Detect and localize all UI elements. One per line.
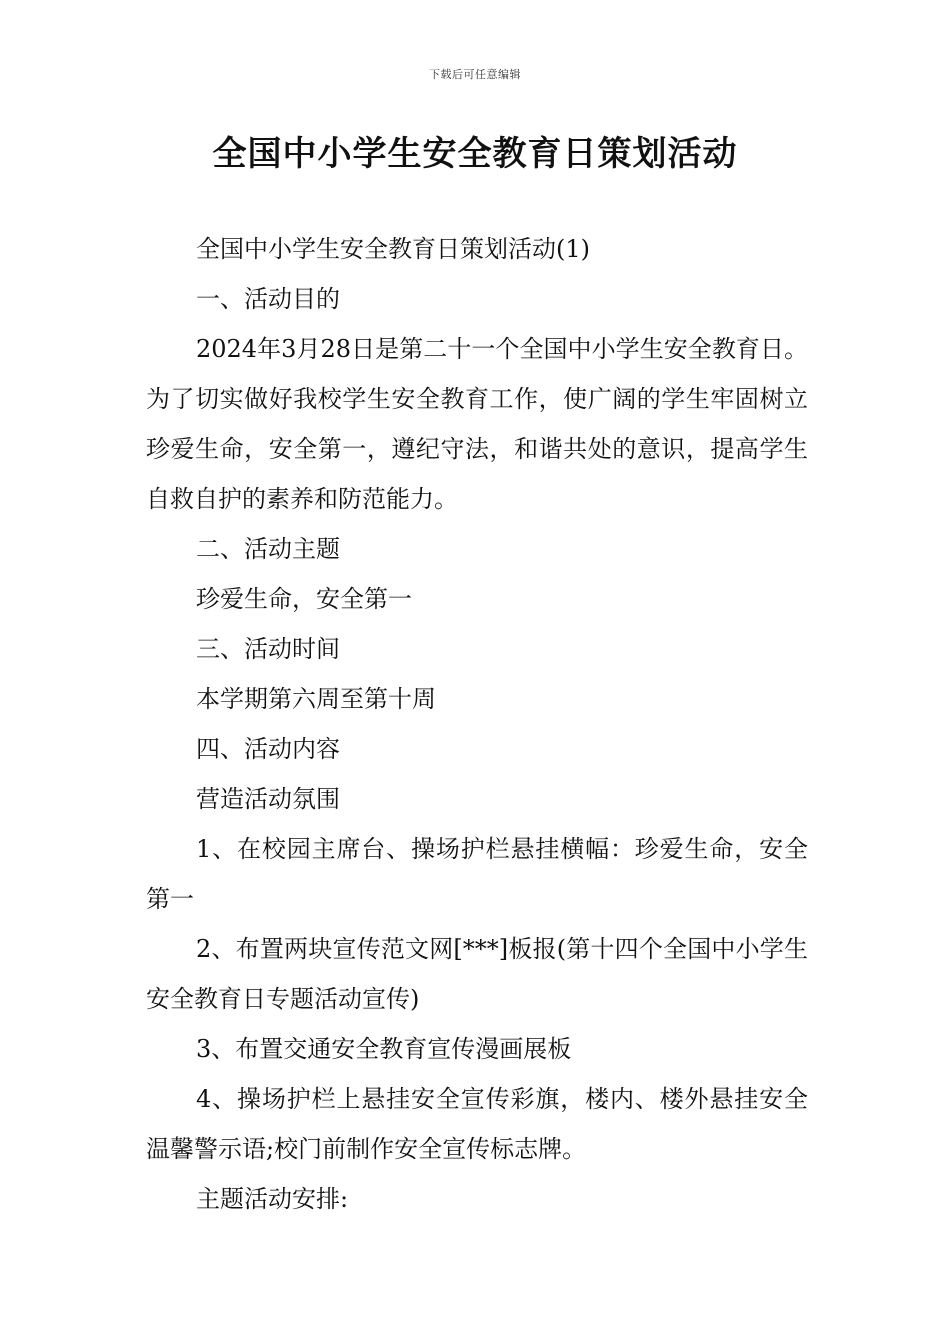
paragraph: 营造活动氛围 [196, 785, 340, 813]
header-note: 下载后可任意编辑 [429, 68, 521, 81]
document-title: 全国中小学生安全教育日策划活动 [212, 134, 738, 174]
paragraph: 全国中小学生安全教育日策划活动(1) [196, 235, 590, 263]
section-heading: 二、活动主题 [196, 535, 340, 563]
list-item: 4、操场护栏上悬挂安全宣传彩旗，楼内、楼外悬挂安全温馨警示语;校门前制作安全宣传标志牌。 [146, 1085, 808, 1163]
section-heading: 一、活动目的 [196, 285, 340, 313]
list-item: 1、在校园主席台、操场护栏悬挂横幅：珍爱生命，安全第一 [146, 835, 808, 913]
paragraph: 主题活动安排: [196, 1185, 349, 1213]
paragraph: 2024年3月28日是第二十一个全国中小学生安全教育日。为了切实做好我校学生安全教育工作，使广阔的学生牢固树立珍爱生命，安全第一，遵纪守法，和谐共处的意识，提高学生自救自护的素养和防范能力。 [146, 335, 808, 513]
list-item: 2、布置两块宣传范文网[***]板报(第十四个全国中小学生安全教育日专题活动宣传) [146, 935, 808, 1013]
paragraph: 珍爱生命，安全第一 [196, 585, 412, 613]
list-item: 3、布置交通安全教育宣传漫画展板 [196, 1035, 572, 1063]
section-heading: 三、活动时间 [196, 635, 340, 663]
paragraph: 本学期第六周至第十周 [196, 685, 436, 713]
section-heading: 四、活动内容 [196, 735, 340, 763]
document-body [146, 224, 808, 1224]
